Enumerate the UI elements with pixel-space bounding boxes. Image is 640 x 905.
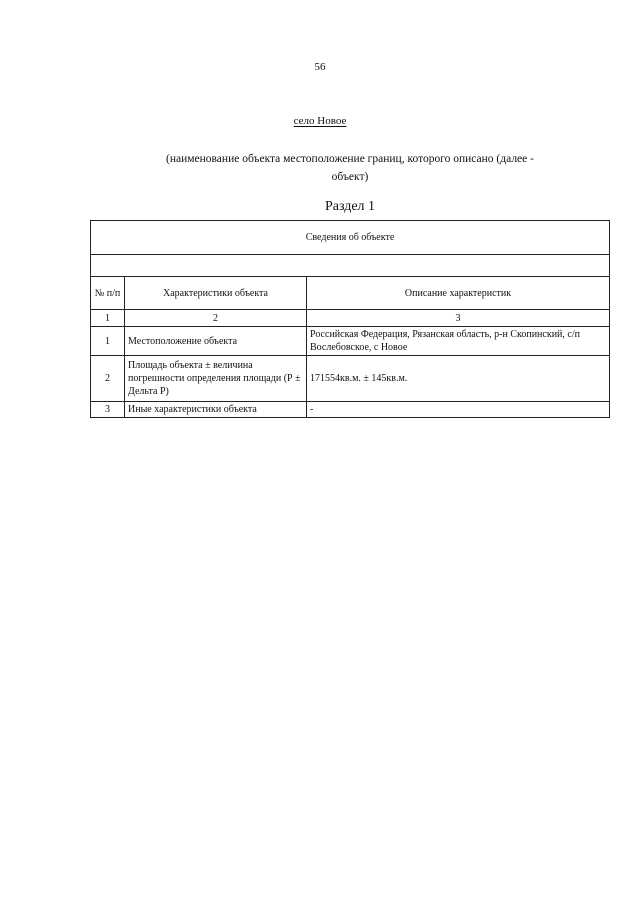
row-num: 3 xyxy=(91,402,125,418)
row-description: - xyxy=(307,402,610,418)
row-characteristic: Местоположение объекта xyxy=(125,327,307,356)
table-spacer-row xyxy=(91,255,610,277)
row-description: Российская Федерация, Рязанская область, р-н Скопинский, с/п Вослебовское, с Новое xyxy=(307,327,610,356)
table-row xyxy=(91,327,610,356)
table-row xyxy=(91,402,610,418)
row-num: 1 xyxy=(91,327,125,356)
section-title: Раздел 1 xyxy=(324,199,376,214)
page-number: 56 xyxy=(314,61,326,73)
row-num: 2 xyxy=(91,356,125,402)
header-description: Описание характеристик xyxy=(307,277,610,310)
header-characteristic: Характеристики объекта xyxy=(125,277,307,310)
header-num: № п/п xyxy=(91,277,125,310)
column-number-2: 2 xyxy=(125,310,307,327)
object-info-table xyxy=(90,220,610,418)
row-characteristic: Иные характеристики объекта xyxy=(125,402,307,418)
column-number-1: 1 xyxy=(91,310,125,327)
row-description: 171554кв.м. ± 145кв.м. xyxy=(307,356,610,402)
table-row xyxy=(91,356,610,402)
object-name: село Новое xyxy=(293,115,347,127)
table-title: Сведения об объекте xyxy=(91,221,610,255)
column-number-3: 3 xyxy=(307,310,610,327)
row-characteristic: Площадь объекта ± величина погрешности определения площади (Р ± Дельта Р) xyxy=(125,356,307,402)
object-caption: (наименование объекта местоположение границ, которого описано (далее - объект) xyxy=(166,153,534,183)
